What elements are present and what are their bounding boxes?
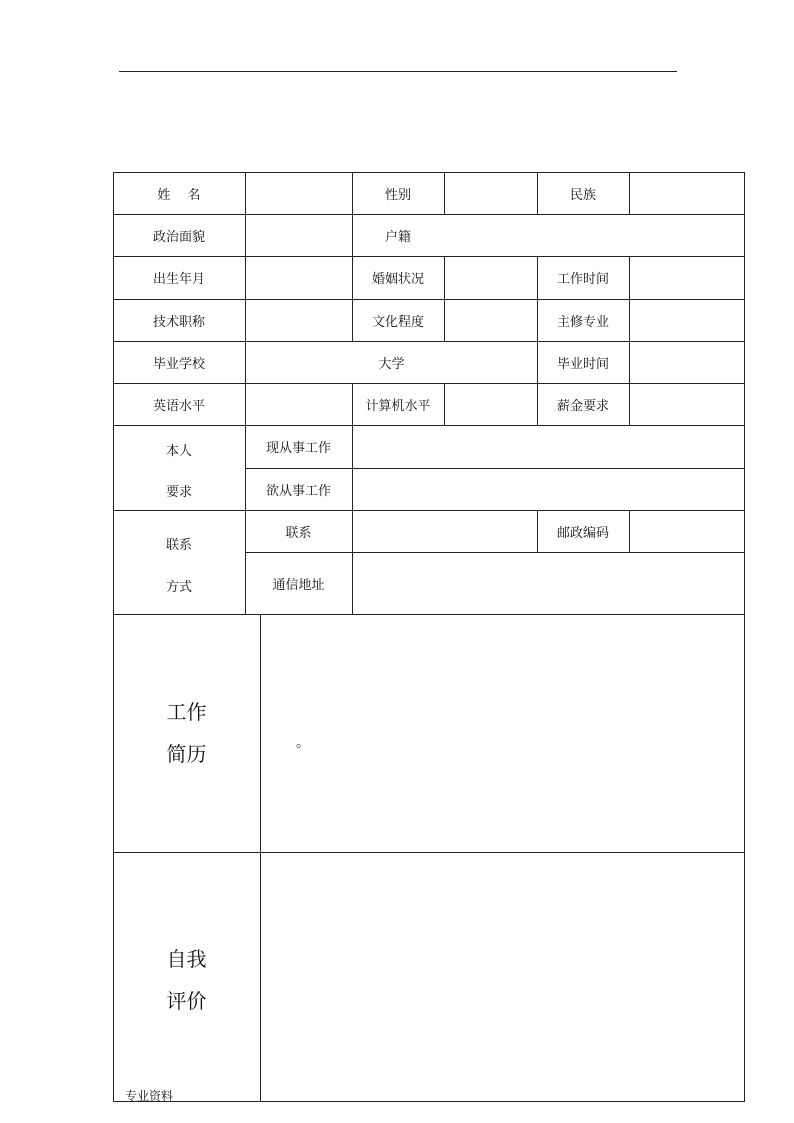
- current-job-label: 现从事工作: [265, 441, 331, 456]
- work-time-label: 工作时间: [556, 272, 609, 287]
- work-history-bullet: 。: [296, 735, 310, 751]
- marital-field[interactable]: [445, 257, 537, 299]
- school-field[interactable]: 大学: [378, 357, 405, 372]
- work-history-label: [113, 614, 260, 852]
- grad-time-field[interactable]: [630, 342, 744, 383]
- contact-label-1: 联系: [165, 537, 192, 553]
- postcode-label: 邮政编码: [556, 525, 609, 541]
- birth-label: 出生年月: [152, 272, 205, 287]
- title-field[interactable]: [246, 300, 352, 341]
- computer-label: 计算机水平: [365, 398, 431, 414]
- birth-field[interactable]: [246, 257, 352, 299]
- name-field[interactable]: [246, 173, 352, 214]
- ethnicity-label: 民族: [569, 187, 596, 203]
- salary-field[interactable]: [630, 384, 744, 425]
- address-field[interactable]: [353, 553, 744, 614]
- name-label: 姓 名: [157, 187, 201, 203]
- contact-label: 联系: [285, 525, 312, 541]
- title-label: 技术职称: [152, 314, 205, 330]
- education-label: 文化程度: [371, 314, 424, 330]
- grad-time-label: 毕业时间: [556, 356, 609, 372]
- work-history-field[interactable]: [261, 615, 744, 852]
- desired-job-field[interactable]: [353, 469, 744, 510]
- marital-label: 婚姻状况: [371, 272, 424, 287]
- major-field[interactable]: [630, 300, 744, 341]
- self-eval-label: [113, 852, 260, 1122]
- gender-label: 性别: [384, 187, 411, 203]
- personal-label-1: 本人: [165, 443, 192, 459]
- header-rule: [119, 71, 677, 72]
- self-eval-label-2: 评价: [166, 989, 207, 1013]
- work-time-field[interactable]: [630, 257, 744, 299]
- hukou-field[interactable]: [445, 215, 744, 256]
- current-job-field[interactable]: [353, 426, 744, 468]
- english-field[interactable]: [246, 384, 352, 425]
- work-history-label-1: 工作: [166, 700, 207, 724]
- postcode-field[interactable]: [630, 511, 744, 552]
- computer-field[interactable]: [445, 384, 537, 425]
- desired-job-label: 欲从事工作: [265, 483, 331, 499]
- political-field[interactable]: [246, 215, 352, 256]
- ethnicity-field[interactable]: [630, 173, 744, 214]
- education-field[interactable]: [445, 300, 537, 341]
- personal-label-2: 要求: [165, 484, 192, 500]
- gender-field[interactable]: [445, 173, 537, 214]
- salary-label: 薪金要求: [556, 398, 609, 414]
- footer-text: 专业资料: [125, 1089, 174, 1103]
- hukou-label: 户籍: [384, 229, 411, 245]
- political-label: 政治面貌: [152, 229, 205, 245]
- self-eval-field[interactable]: [261, 853, 744, 1101]
- contact-label-2: 方式: [165, 579, 192, 595]
- major-label: 主修专业: [556, 314, 609, 330]
- contact-field[interactable]: [353, 511, 537, 552]
- work-history-label-2: 简历: [166, 742, 207, 766]
- self-eval-label-1: 自我: [166, 947, 207, 971]
- address-label: 通信地址: [272, 577, 325, 593]
- english-label: 英语水平: [152, 398, 205, 414]
- school-label: 毕业学校: [152, 356, 205, 372]
